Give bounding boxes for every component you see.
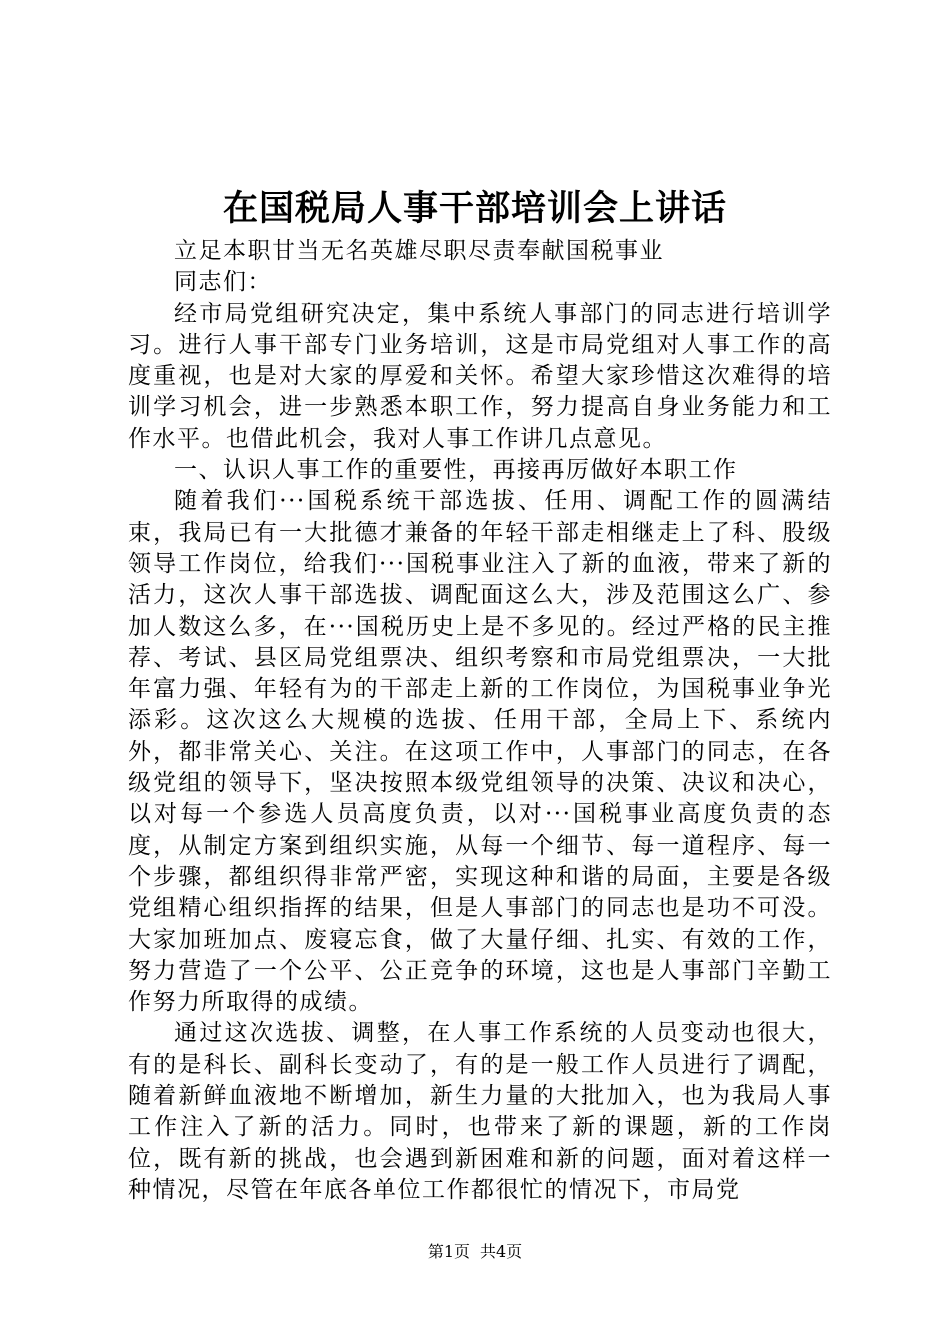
salutation-paragraph: 同志们： [174, 269, 272, 296]
page-total: 共4页 [480, 1242, 523, 1261]
body-paragraph: 随着我们···国税系统干部选拔、任用、调配工作的圆满结束，我局已有一大批德才兼备的年轻干部走相继走上了科、股级领导工作岗位，给我们···国税事业注入了新的血液，带来了新的活力，这次人事干部选拔、调配面这么大，涉及范围这么广、参加人数这么多，在···国税历史上是不多见的。经过严格的民主推荐、考试、县区局党组票决、组织考察和市局党组票决，一大批年富力强、年轻有为的干部走上新的工作岗位，为国税事业争光添彩。这次这么大规模的选拔、任用干部，全局上下、系统内外，都非常关心、关注。在这项工作中，人事部门的同志，在各级党组的领导下，坚决按照本级党组领导的决策、决议和决心，以对每一个参选人员高度负责，以对···国税事业高度负责的态度，从制定方案到组织实施，从每一个细节、每一道程序、每一个步骤，都组织得非常严密，实现这种和谐的局面，主要是各级党组精心组织指挥的结果，但是人事部门的同志也是功不可没。大家加班加点、废寝忘食，做了大量仔细、扎实、有效的工作，努力营造了一个公平、公正竞争的环境，这也是人事部门辛勤工作努力所取得的成绩。 [128, 488, 832, 1016]
page-footer [0, 1241, 950, 1263]
page-number: 第1页 [427, 1242, 470, 1261]
body-paragraph: 经市局党组研究决定，集中系统人事部门的同志进行培训学习。进行人事干部专门业务培训，这是市局党组对人事工作的高度重视，也是对大家的厚爱和关怀。希望大家珍惜这次难得的培训学习机会，进一步熟悉本职工作，努力提高自身业务能力和工作水平。也借此机会，我对人事工作讲几点意见。 [128, 300, 832, 452]
body-paragraph: 通过这次选拔、调整，在人事工作系统的人员变动也很大，有的是科长、副科长变动了，有的是一般工作人员进行了调配，随着新鲜血液地不断增加，新生力量的大批加入，也为我局人事工作注入了新的活力。同时，也带来了新的课题，新的工作岗位，既有新的挑战，也会遇到新困难和新的问题，面对着这样一种情况，尽管在年底各单位工作都很忙的情况下，市局党 [128, 1020, 832, 1203]
subtitle-paragraph: 立足本职甘当无名英雄尽职尽责奉献国税事业 [174, 238, 664, 264]
section-heading: 一、认识人事工作的重要性，再接再厉做好本职工作 [174, 457, 738, 484]
document-title: 在国税局人事干部培训会上讲话 [222, 189, 727, 229]
document-body [128, 236, 832, 1206]
